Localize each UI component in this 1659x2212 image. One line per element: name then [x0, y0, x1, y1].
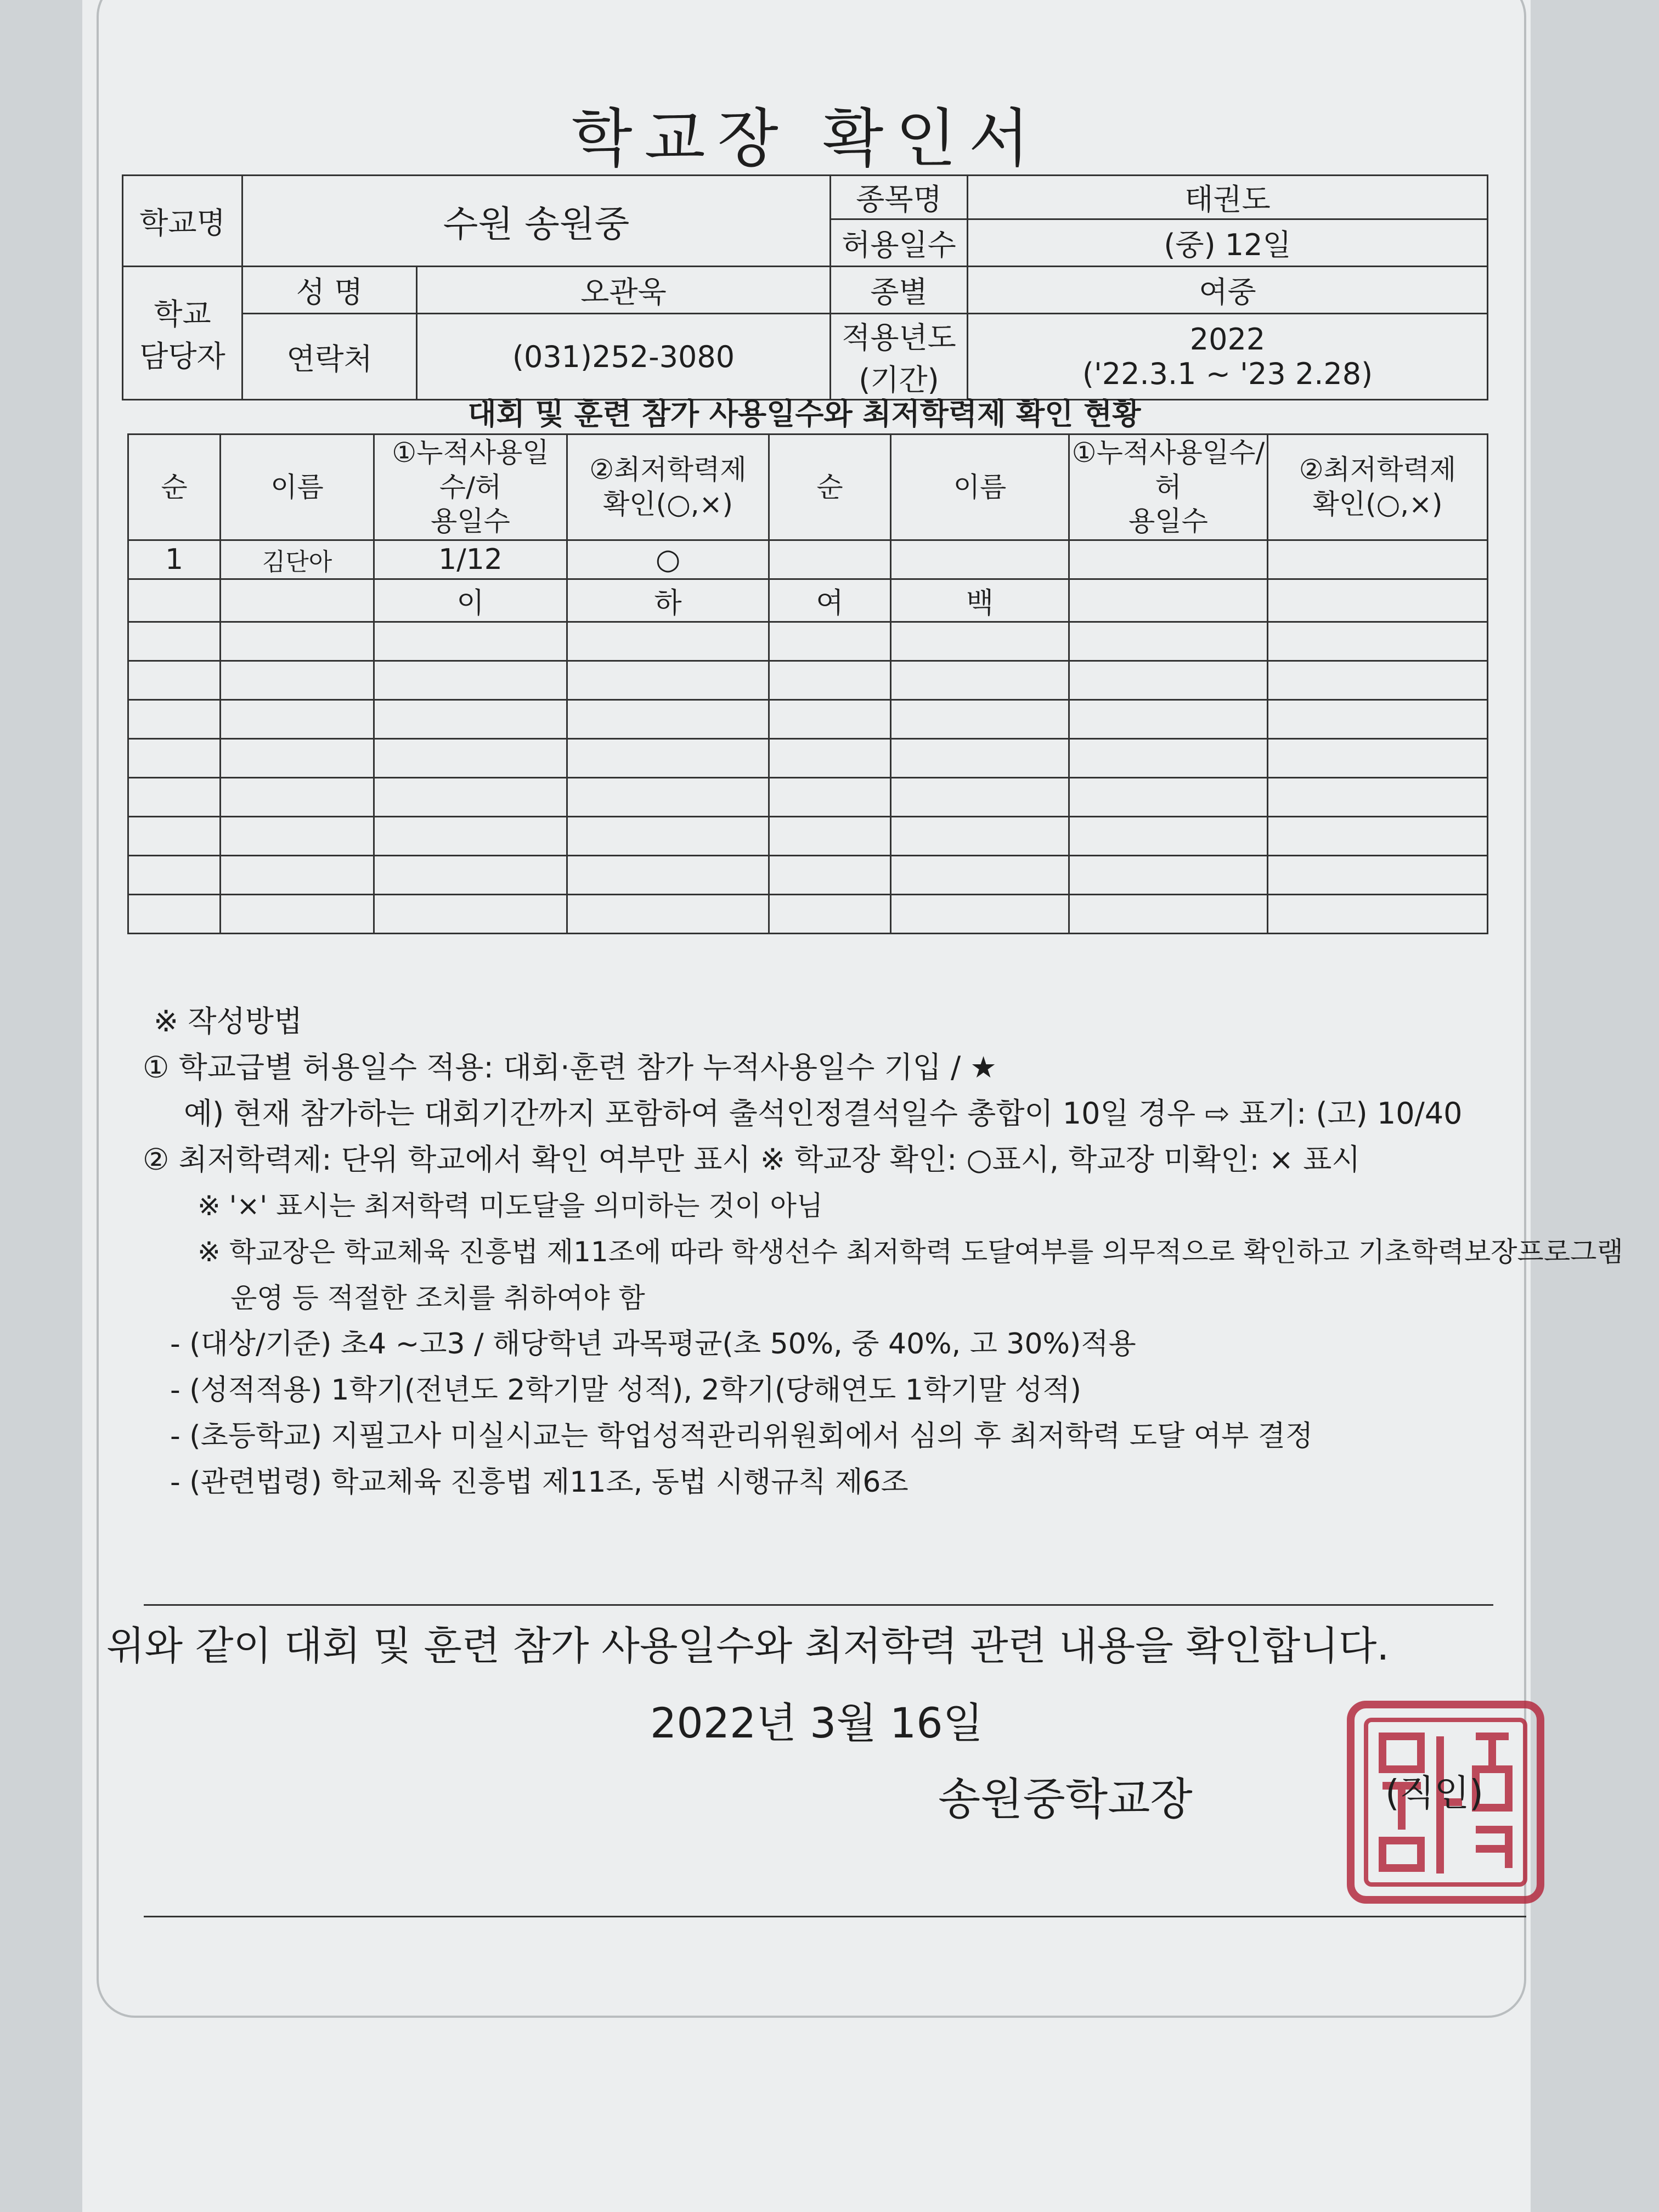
- row-2-days-2: [1069, 579, 1268, 622]
- detail-2: - (성적적용) 1학기(전년도 2학기말 성적), 2학기(당해연도 1학기말 성적): [170, 1374, 1081, 1407]
- row-1-check: ○: [567, 540, 769, 579]
- row-2-name: [221, 579, 374, 622]
- name-value: 오관욱: [417, 267, 831, 314]
- sport-label: 종목명: [831, 176, 968, 219]
- note-2-b: ※ 학교장은 학교체육 진흥법 제11조에 따라 학생선수 최저학력 도달여부를 의무적으로 확인하고 기초학력보장프로그램: [198, 1236, 1623, 1268]
- notes-heading: ※ 작성방법: [154, 1004, 303, 1039]
- row-2-no: [128, 579, 221, 622]
- confirmation-statement: 위와 같이 대회 및 훈련 참가 사용일수와 최저학력 관련 내용을 확인합니다.: [106, 1623, 1390, 1669]
- header-days-line1: ①누적사용일수/허: [392, 437, 549, 503]
- row-1-name-2: [891, 540, 1069, 579]
- header-check: [567, 435, 769, 540]
- year-label-line1: 적용년도: [842, 320, 956, 355]
- school-value: 수원 송원중: [242, 176, 831, 267]
- row-1-no-2: [769, 540, 891, 579]
- table-row: [128, 540, 1488, 579]
- principal-title: 송원중학교장: [938, 1774, 1193, 1825]
- row-1-name: 김단아: [221, 540, 374, 579]
- header-no-2: 순: [769, 435, 891, 540]
- table-row: [128, 894, 1488, 933]
- year-cell: [968, 314, 1488, 400]
- contact-label: 연락처: [242, 314, 417, 400]
- header-name-2: 이름: [891, 435, 1069, 540]
- header-name: 이름: [221, 435, 374, 540]
- staff-label-line1: 학교: [154, 297, 211, 331]
- detail-3: - (초등학교) 지필고사 미실시교는 학업성적관리위원회에서 심의 후 최저학력 도달 여부 결정: [170, 1420, 1313, 1453]
- staff-label: [123, 267, 242, 400]
- row-1-days-2: [1069, 540, 1268, 579]
- table-row: [128, 777, 1488, 816]
- header-days-2: [1069, 435, 1268, 540]
- note-2-a: ※ '×' 표시는 최저학력 미도달을 의미하는 것이 아님: [198, 1190, 823, 1222]
- row-2-check-2: [1268, 579, 1488, 622]
- table-row: [128, 661, 1488, 699]
- year-label: [831, 314, 968, 400]
- detail-4: - (관련법령) 학교체육 진흥법 제11조, 동법 시행규칙 제6조: [170, 1466, 909, 1499]
- issue-date: 2022년 3월 16일: [650, 1699, 984, 1747]
- period-value: ('22.3.1 ~ '23 2.28): [1082, 357, 1373, 391]
- sport-value: 태권도: [968, 176, 1488, 219]
- table-row: [128, 816, 1488, 855]
- school-label: 학교명: [123, 176, 242, 267]
- contact-value: (031)252-3080: [417, 314, 831, 400]
- header-check-2-line1: ②최저학력제: [1299, 454, 1457, 486]
- document-paper: [82, 0, 1623, 2212]
- divider-bottom: [144, 1916, 1526, 1917]
- allowed-days-value: (중) 12일: [968, 219, 1488, 267]
- info-table: [122, 174, 1488, 400]
- header-days-2-line1: ①누적사용일수/허: [1071, 437, 1265, 503]
- note-2-b-cont: 운영 등 적절한 조치를 취하여야 함: [230, 1282, 645, 1314]
- row-1-days: 1/12: [374, 540, 567, 579]
- note-1-example: 예) 현재 참가하는 대회기간까지 포함하여 출석인정결석일수 총합이 10일 경우 ⇨ 표기: (고) 10/40: [184, 1096, 1463, 1131]
- row-2-check: 하: [567, 579, 769, 622]
- table-row: [128, 622, 1488, 661]
- category-label: 종별: [831, 267, 968, 314]
- header-check-2-line2: 확인(○,×): [1312, 488, 1443, 520]
- category-value: 여중: [968, 267, 1488, 314]
- header-days-line2: 용일수: [431, 505, 510, 537]
- detail-1: - (대상/기준) 초4 ~고3 / 해당학년 과목평균(초 50%, 중 40%, 고 30%)적용: [170, 1328, 1136, 1361]
- seal-label: (직인): [1385, 1772, 1484, 1814]
- header-check-2: [1268, 435, 1488, 540]
- row-2-days: 이: [374, 579, 567, 622]
- row-1-check-2: [1268, 540, 1488, 579]
- divider-top: [144, 1604, 1493, 1606]
- instructions: [143, 998, 1623, 1505]
- staff-label-line2: 담당자: [139, 339, 225, 374]
- roster-title: 대회 및 훈련 참가 사용일수와 최저학력제 확인 현황: [467, 397, 1141, 431]
- row-1-no: 1: [128, 540, 221, 579]
- header-days-2-line2: 용일수: [1128, 505, 1208, 537]
- header-days: [374, 435, 567, 540]
- row-2-no-2: 여: [769, 579, 891, 622]
- header-no: 순: [128, 435, 221, 540]
- row-2-name-2: 백: [891, 579, 1069, 622]
- header-check-line2: 확인(○,×): [602, 488, 733, 520]
- table-row: [128, 855, 1488, 894]
- year-value: 2022: [1189, 322, 1266, 357]
- note-1: ① 학교급별 허용일수 적용: 대회·훈련 참가 누적사용일수 기입 / ★: [143, 1050, 997, 1085]
- year-label-line2: (기간): [859, 363, 939, 397]
- table-row: [128, 579, 1488, 622]
- allowed-days-label: 허용일수: [831, 219, 968, 267]
- note-2: ② 최저학력제: 단위 학교에서 확인 여부만 표시 ※ 학교장 확인: ○표시, 학교장 미확인: × 표시: [143, 1142, 1361, 1177]
- header-check-line1: ②최저학력제: [589, 454, 747, 486]
- table-row: [128, 699, 1488, 738]
- document-title: 학교장 확인서: [571, 102, 1042, 176]
- roster-table: [127, 433, 1488, 934]
- table-row: [128, 738, 1488, 777]
- name-label: 성 명: [242, 267, 417, 314]
